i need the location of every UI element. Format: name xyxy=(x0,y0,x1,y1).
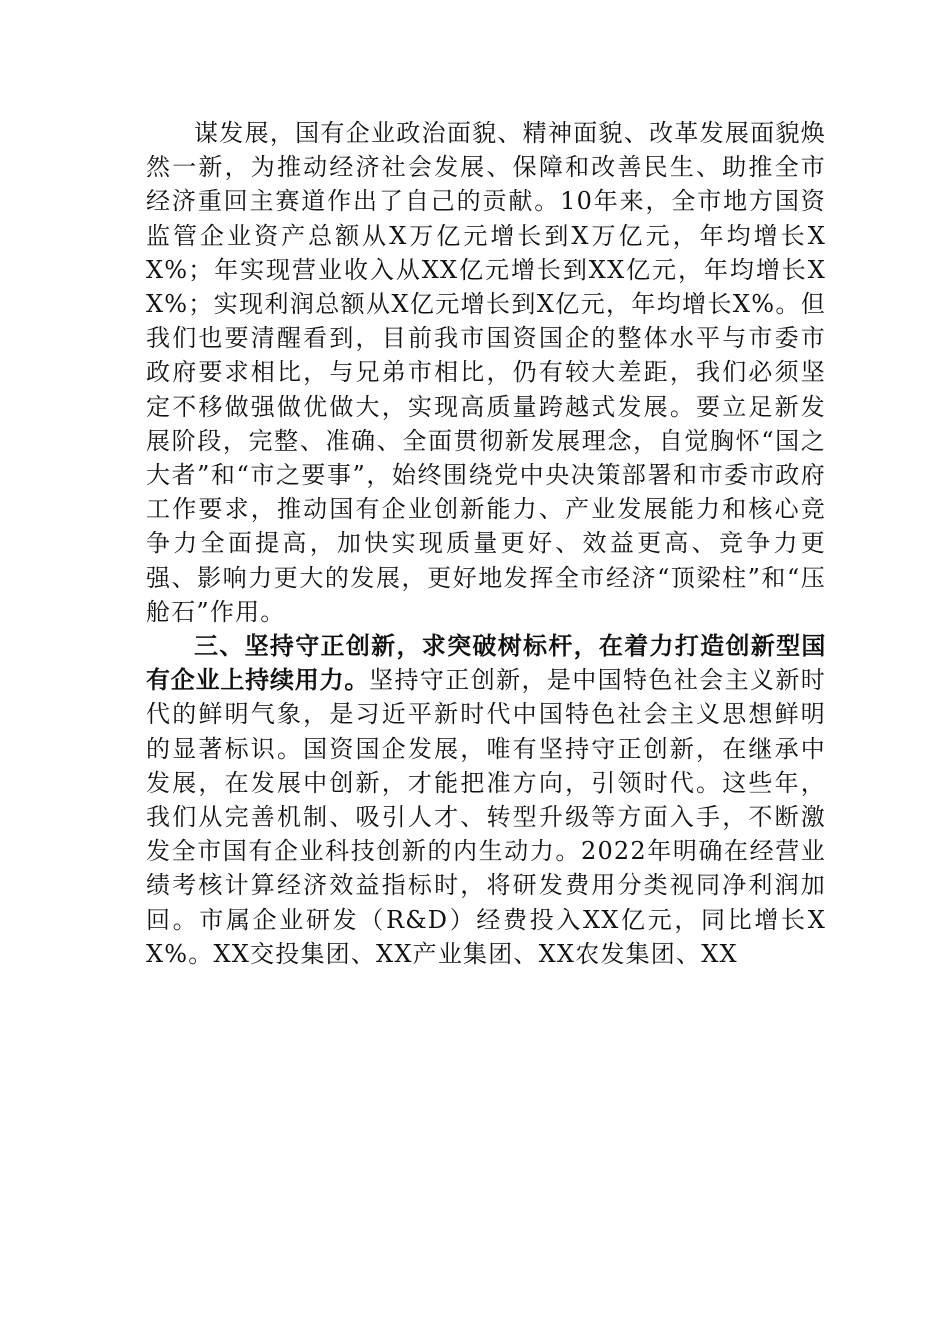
paragraph-2 xyxy=(146,629,826,971)
paragraph-1 xyxy=(146,116,826,629)
paragraph-2-text: 坚持守正创新，是中国特色社会主义新时代的鲜明气象，是习近平新时代中国特色社会主义思想鲜明的显著标识。国资国企发展，唯有坚持守正创新，在继承中发展，在发展中创新，才能把准方向，引领时代。这些年，我们从完善机制、吸引人才、转型升级等方面入手，不断激发全市国有企业科技创新的内生动力。2022年明确在经营业绩考核计算经济效益指标时，将研发费用分类视同净利润加回。市属企业研发（R&D）经费投入XX亿元，同比增长XX%。XX交投集团、XX产业集团、XX农发集团、XX xyxy=(146,666,826,968)
document-body xyxy=(146,116,826,971)
paragraph-1-text: 谋发展，国有企业政治面貌、精神面貌、改革发展面貌焕然一新，为推动经济社会发展、保障和改善民生、助推全市经济重回主赛道作出了自己的贡献。10年来，全市地方国资监管企业资产总额从X万亿元增长到X万亿元，年均增长XX%；年实现营业收入从XX亿元增长到XX亿元，年均增长XX%；实现利润总额从X亿元增长到X亿元，年均增长X%。但我们也要清醒看到，目前我市国资国企的整体水平与市委市政府要求相比，与兄弟市相比，仍有较大差距，我们必须坚定不移做强做优做大，实现高质量跨越式发展。要立足新发展阶段，完整、准确、全面贯彻新发展理念，自觉胸怀“国之大者”和“市之要事”，始终围绕党中央决策部署和市委市政府工作要求，推动国有企业创新能力、产业发展能力和核心竞争力全面提高，加快实现质量更好、效益更高、竞争力更强、影响力更大的发展，更好地发挥全市经济“顶梁柱”和“压舱石”作用。 xyxy=(146,119,826,626)
section-heading-3: 三、坚持守正创新，求突破树标杆，在着力打造创新型国有企业上持续用力。 xyxy=(146,632,826,695)
